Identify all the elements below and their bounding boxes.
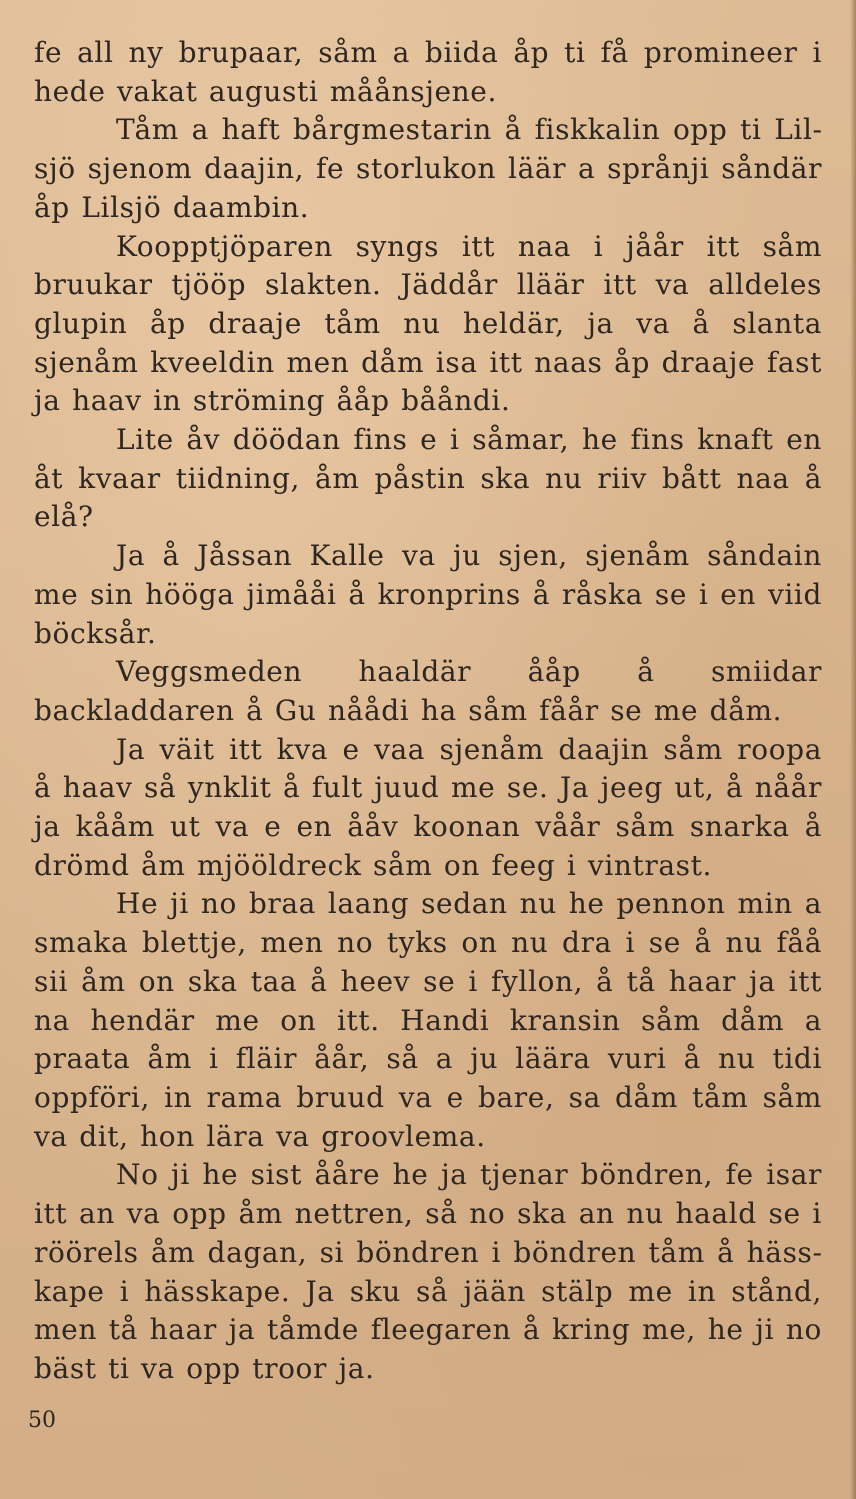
page-number: 50: [28, 1408, 56, 1433]
paragraph: Ja å Jåssan Kalle va ju sjen, sjenåm såndain me sin hööga jimååi å kronprins å råska se i en viid böcksår.: [34, 539, 822, 650]
paragraph: Ja väit itt kva e vaa sjenåm daajin såm roopa å haav så ynklit å fult juud me se. Ja jeeg ut, å nåår ja kååm ut va e en ååv koonan våår såm snarka å drömd åm mjööldreck såm on feeg i vintrast.: [34, 732, 822, 882]
page-edge-shadow: [850, 0, 856, 1499]
paragraph: No ji he sist ååre he ja tjenar böndren, fe isar itt an va opp åm nettren, så no ska an nu haald se i röörels åm dagan, si böndren i böndren tåm å hässkape i hässkape. Ja sku så jään stälp me in stånd, men tå haar ja tåmde fleegaren å kring me, he ji no bäst ti va opp troor ja.: [34, 1158, 822, 1385]
paragraph: Veggsmeden haaldär ååp å smiidar backladdaren å Gu nåådi ha såm fåår se me dåm.: [34, 655, 822, 727]
paragraph: He ji no braa laang sedan nu he pennon min a smaka blettje, men no tyks on nu dra i se å nu fåå sii åm on ska taa å heev se i fyllon, å tå haar ja itt na hendär me on itt. Handi kransin såm dåm a praata åm i fläir åår, så a ju läära vuri å nu tidi oppföri, in rama bruud va e bare, sa dåm tåm såm va dit, hon lära va groovlema.: [34, 887, 822, 1153]
paragraph: fe all ny brupaar, såm a biida åp ti få promineer i hede vakat augusti måånsjene.: [34, 36, 822, 108]
paragraph: Lite åv döödan fins e i såmar, he fins knaft en åt kvaar tiidning, åm påstin ska nu riiv bått naa å elå?: [34, 423, 822, 534]
paragraph: Koopptjöparen syngs itt naa i jåår itt såm bruukar tjööp slakten. Jäddår lläär itt va alldeles glupin åp draaje tåm nu heldär, ja va å slanta sjenåm kveeldin men dåm isa itt naas åp draaje fast ja haav in ströming ååp bååndi.: [34, 229, 822, 418]
body-text: [34, 34, 822, 1389]
paragraph: Tåm a haft bårgmestarin å fiskkalin opp ti Lilsjö sjenom daajin, fe storlukon läär a språnji såndär åp Lilsjö daambin.: [34, 113, 822, 224]
